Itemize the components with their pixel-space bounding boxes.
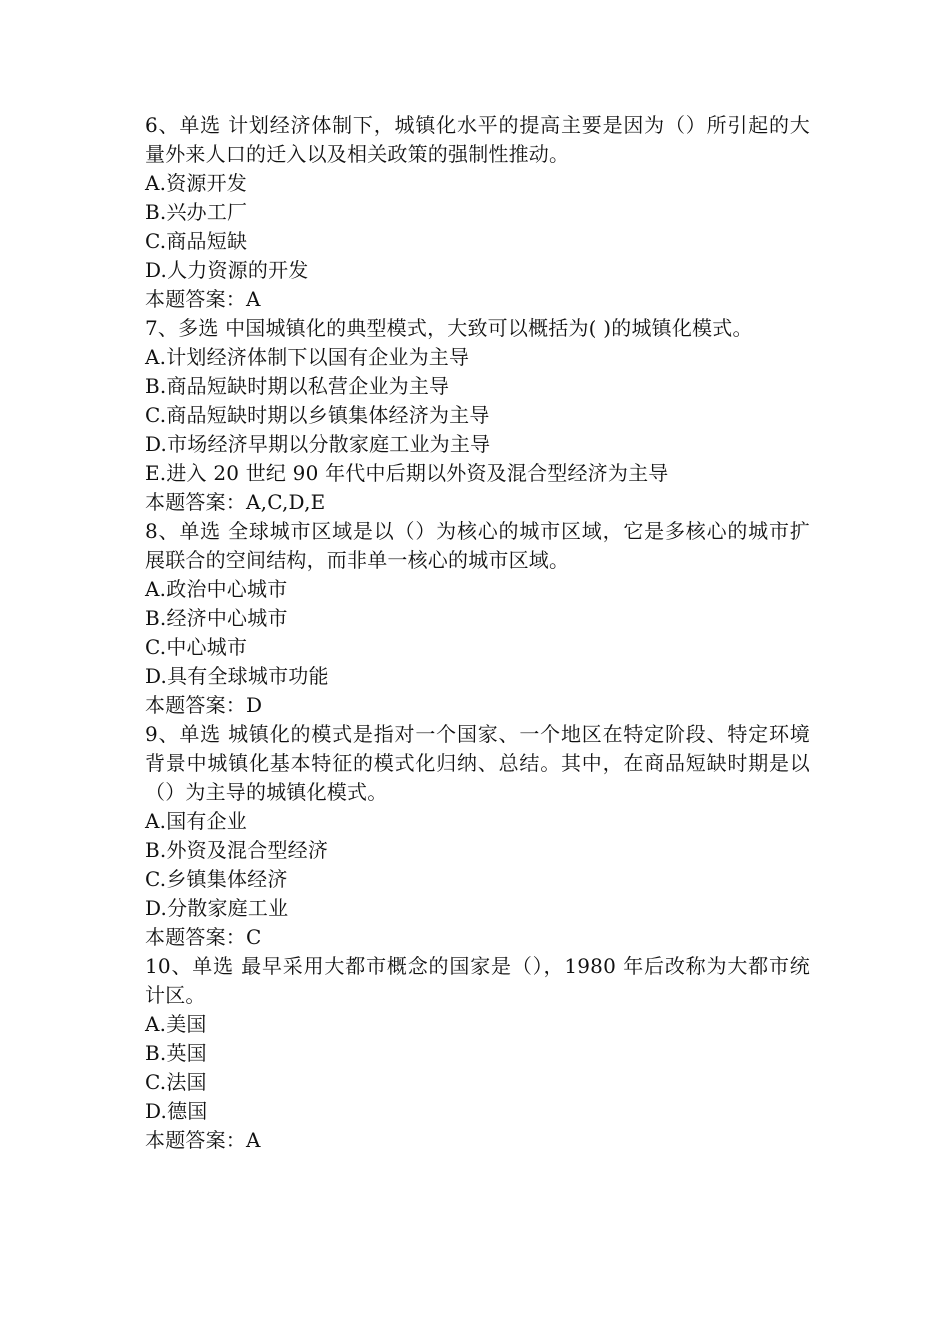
option-c: C.乡镇集体经济 — [145, 867, 288, 891]
option-e: E.进入 20 世纪 90 年代中后期以外资及混合型经济为主导 — [145, 461, 669, 485]
option-d: D.具有全球城市功能 — [145, 664, 329, 688]
option-c: C.商品短缺 — [145, 229, 248, 253]
option-a: A.政治中心城市 — [145, 577, 288, 601]
option-b: B.经济中心城市 — [145, 606, 288, 630]
option-b: B.商品短缺时期以私营企业为主导 — [145, 374, 450, 398]
option-d: D.分散家庭工业 — [145, 896, 289, 920]
option-b: B.兴办工厂 — [145, 200, 248, 224]
option-a: A.资源开发 — [145, 171, 248, 195]
option-a: A.美国 — [145, 1012, 207, 1036]
option-b: B.英国 — [145, 1041, 207, 1065]
answer-line: 本题答案：A,C,D,E — [145, 490, 326, 514]
option-d: D.市场经济早期以分散家庭工业为主导 — [145, 432, 491, 456]
answer-line: 本题答案：D — [145, 693, 263, 717]
option-d: D.人力资源的开发 — [145, 258, 309, 282]
question-8 — [145, 517, 810, 720]
question-stem: 8、单选 全球城市区域是以（）为核心的城市区域，它是多核心的城市扩展联合的空间结构，而非单一核心的城市区域。 — [145, 519, 810, 572]
document-page — [145, 111, 810, 1155]
question-stem: 10、单选 最早采用大都市概念的国家是（），1980 年后改称为大都市统计区。 — [145, 954, 810, 1007]
option-c: C.中心城市 — [145, 635, 248, 659]
option-c: C.法国 — [145, 1070, 207, 1094]
question-10 — [145, 952, 810, 1155]
question-stem: 6、单选 计划经济体制下，城镇化水平的提高主要是因为（）所引起的大量外来人口的迁入以及相关政策的强制性推动。 — [145, 113, 810, 166]
answer-line: 本题答案：C — [145, 925, 262, 949]
answer-line: 本题答案：A — [145, 1128, 261, 1152]
option-d: D.德国 — [145, 1099, 208, 1123]
option-a: A.计划经济体制下以国有企业为主导 — [145, 345, 470, 369]
option-b: B.外资及混合型经济 — [145, 838, 329, 862]
option-c: C.商品短缺时期以乡镇集体经济为主导 — [145, 403, 490, 427]
question-stem: 7、多选 中国城镇化的典型模式，大致可以概括为( )的城镇化模式。 — [145, 316, 753, 340]
option-a: A.国有企业 — [145, 809, 248, 833]
question-stem: 9、单选 城镇化的模式是指对一个国家、一个地区在特定阶段、特定环境背景中城镇化基本特征的模式化归纳、总结。其中，在商品短缺时期是以（）为主导的城镇化模式。 — [145, 722, 810, 804]
answer-line: 本题答案：A — [145, 287, 261, 311]
question-7 — [145, 314, 810, 517]
question-6 — [145, 111, 810, 314]
question-9 — [145, 720, 810, 952]
